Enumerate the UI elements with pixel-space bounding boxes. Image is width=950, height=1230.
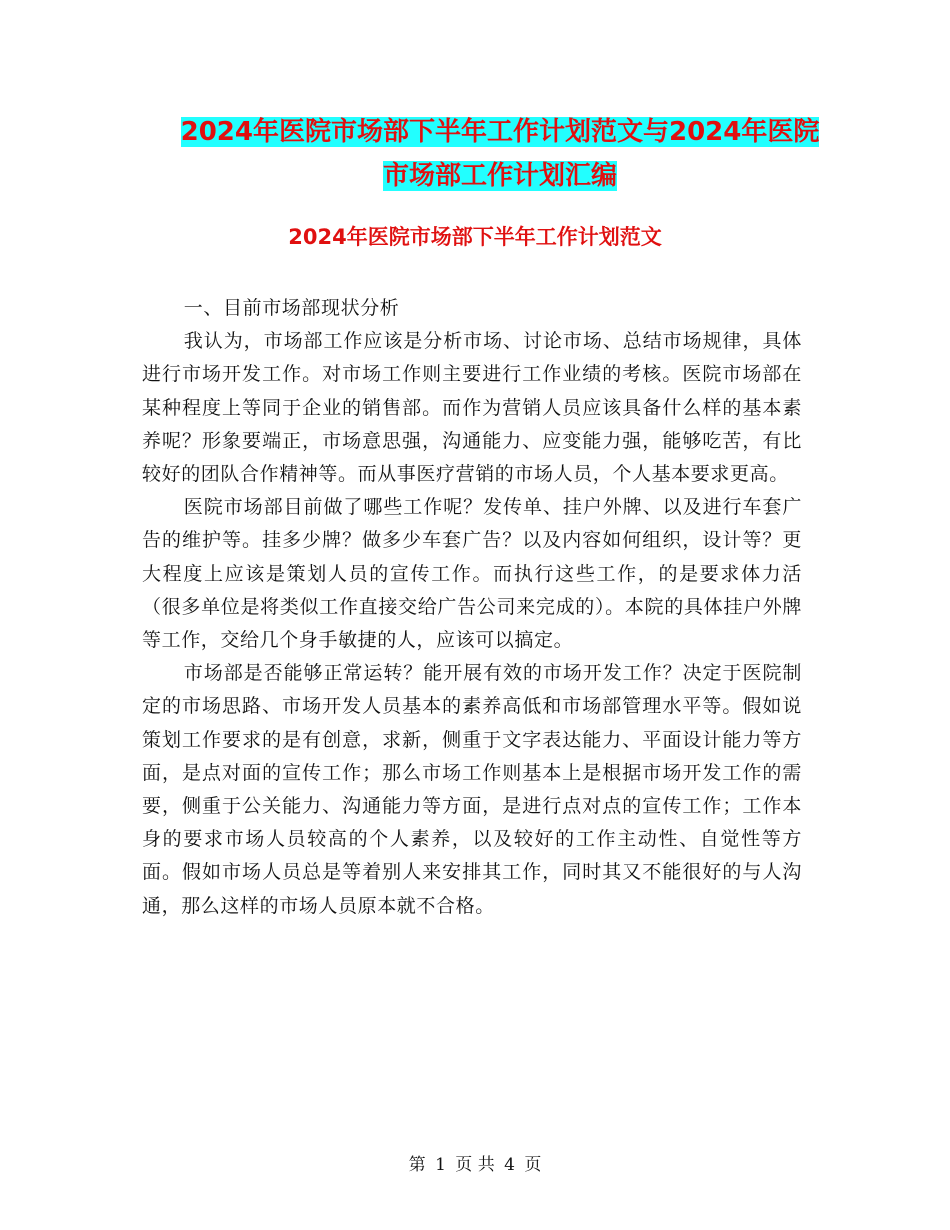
title-line-2-text: 市场部工作计划汇编 xyxy=(382,161,617,191)
title-line-2 xyxy=(383,161,617,191)
paragraph-1: 我认为，市场部工作应该是分析市场、讨论市场、总结市场规律，具体进行市场开发工作。对市场工作则主要进行工作业绩的考核。医院市场部在某种程度上等同于企业的销售部。而作为营销人员应该具备什么样的基本素养呢？形象要端正，市场意思强，沟通能力、应变能力强，能够吃苦，有比较好的团队合作精神等。而从事医疗营销的市场人员，个人基本要求更高。 xyxy=(142,330,802,486)
paragraph-3: 市场部是否能够正常运转？能开展有效的市场开发工作？决定于医院制定的市场思路、市场开发人员基本的素养高低和市场部管理水平等。假如说策划工作要求的是有创意，求新，侧重于文字表达能力、平面设计能力等方面，是点对面的宣传工作；那么市场工作则基本上是根据市场开发工作的需要，侧重于公关能力、沟通能力等方面，是进行点对点的宣传工作；工作本身的要求市场人员较高的个人素养，以及较好的工作主动性、自觉性等方面。假如市场人员总是等着别人来安排其工作，同时其又不能很好的与人沟通，那么这样的市场人员原本就不合格。 xyxy=(142,662,802,917)
footer-prefix: 第 xyxy=(408,1155,426,1175)
footer-middle: 页 共 xyxy=(455,1155,495,1175)
footer-total-pages: 4 xyxy=(504,1155,515,1175)
page-footer xyxy=(0,1153,950,1177)
title-line-1-text: 2024年医院市场部下半年工作计划范文与2024年医院 xyxy=(180,117,820,147)
footer-page-number: 1 xyxy=(435,1155,446,1175)
title-line-1 xyxy=(181,117,820,147)
paragraph-2: 医院市场部目前做了哪些工作呢？发传单、挂户外牌、以及进行车套广告的维护等。挂多少牌？做多少车套广告？以及内容如何组织，设计等？更大程度上应该是策划人员的宣传工作。而执行这些工作，的是要求体力活（很多单位是将类似工作直接交给广告公司来完成的）。本院的具体挂户外牌等工作，交给几个身手敏捷的人，应该可以搞定。 xyxy=(142,496,802,652)
document-title xyxy=(140,110,860,198)
document-body xyxy=(142,292,802,923)
section-heading: 一、目前市场部现状分析 xyxy=(183,297,400,319)
footer-suffix: 页 xyxy=(524,1155,542,1175)
section-title: 2024年医院市场部下半年工作计划范文 xyxy=(288,225,662,249)
